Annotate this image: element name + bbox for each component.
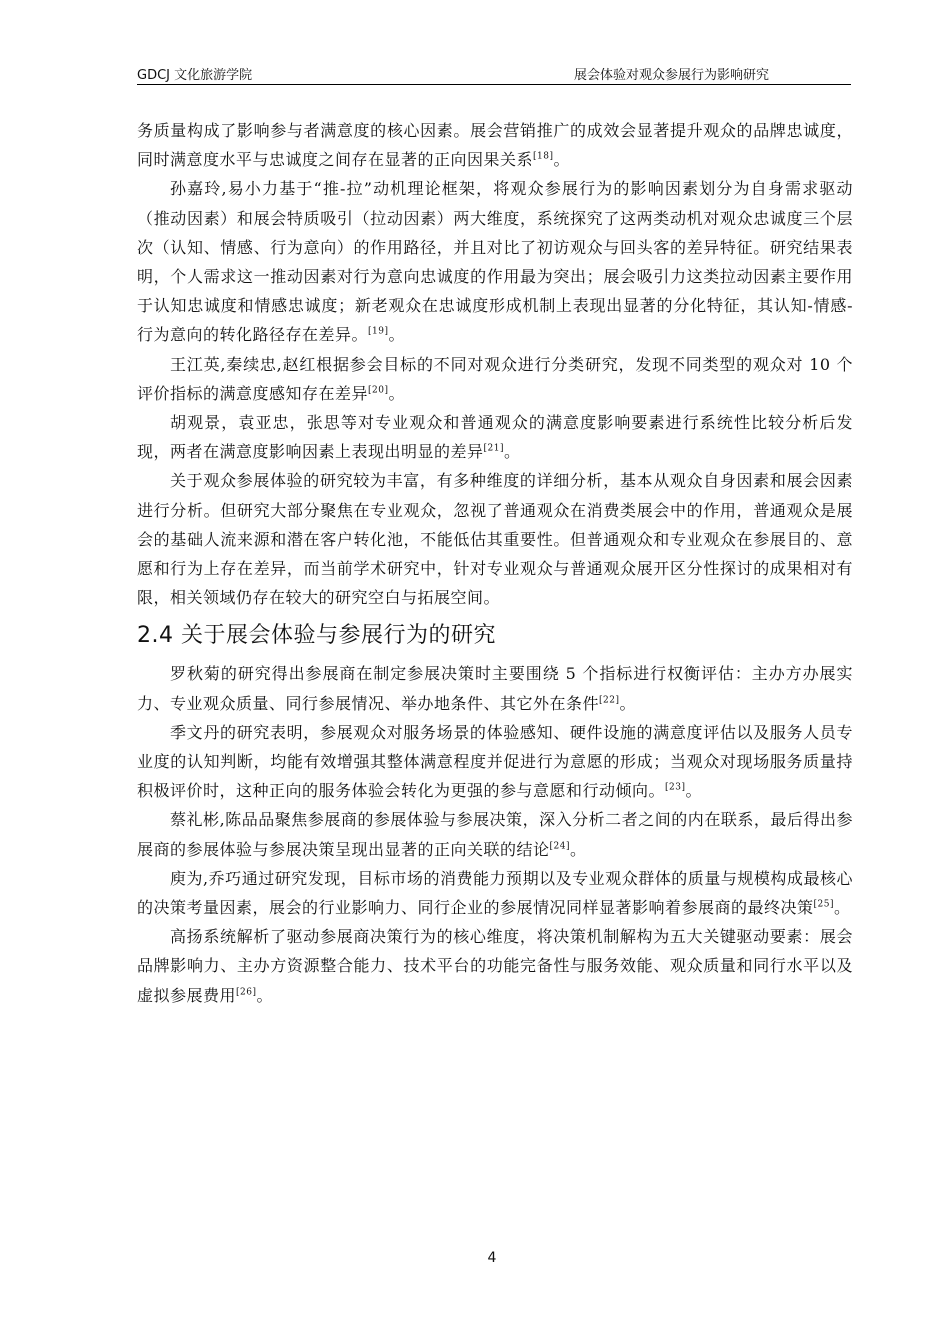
paragraph: [137, 116, 853, 174]
citation: [19]: [368, 327, 389, 338]
paragraph: [137, 408, 853, 466]
paragraph-text: 王江英,秦续忠,赵红根据参会目标的不同对观众进行分类研究，发现不同类型的观众对 10 个评价指标的满意度感知存在差异: [137, 354, 853, 403]
paragraph-text: 庾为,乔巧通过研究发现，目标市场的消费能力预期以及专业观众群体的质量与规模构成最核心的决策考量因素，展会的行业影响力、同行企业的参展情况同样显著影响着参展商的最终决策: [137, 868, 853, 918]
paragraph: [137, 922, 853, 1010]
header-right-title: 展会体验对观众参展行为影响研究: [574, 68, 770, 83]
paragraph: [137, 659, 853, 717]
paragraph: [137, 466, 853, 612]
citation: [21]: [483, 443, 504, 454]
paragraph-text: 罗秋菊的研究得出参展商在制定参展决策时主要围绕 5 个指标进行权衡评估：主办方办展实力、专业观众质量、同行参展情况、举办地条件、其它外在条件: [137, 664, 853, 713]
paragraph-tail: 。: [834, 898, 851, 918]
citation: [24]: [549, 841, 570, 852]
citation: [20]: [368, 385, 389, 396]
paragraph-tail: 。: [388, 383, 406, 403]
section-heading: 2.4 关于展会体验与参展行为的研究: [137, 623, 496, 649]
paragraph-text: 高扬系统解析了驱动参展商决策行为的核心维度，将决策机制解构为五大关键驱动要素：展会品牌影响力、主办方资源整合能力、技术平台的功能完备性与服务效能、观众质量和同行水平以及虚拟参展费用: [137, 927, 853, 1005]
header-left-title: GDCJ 文化旅游学院: [137, 68, 253, 83]
paragraph-text: 务质量构成了影响参与者满意度的核心因素。展会营销推广的成效会显著提升观众的品牌忠诚度，同时满意度水平与忠诚度之间存在显著的正向因果关系: [137, 121, 853, 170]
paragraph-text: 关于观众参展体验的研究较为丰富，有多种维度的详细分析，基本从观众自身因素和展会因素进行分析。但研究大部分聚焦在专业观众，忽视了普通观众在消费类展会中的作用，普通观众是展会的基础人流来源和潜在客户转化池，不能低估其重要性。但普通观众和专业观众在参展目的、意愿和行为上存在差异，而当前学术研究中，针对专业观众与普通观众展开区分性探讨的成果相对有限，相关领域仍存在较大的研究空白与拓展空间。: [137, 471, 853, 608]
paragraph: [137, 805, 853, 863]
body-text: [137, 116, 853, 1010]
paragraph-tail: 。: [619, 693, 637, 713]
citation: [18]: [533, 151, 554, 162]
paragraph: [137, 350, 853, 408]
paragraph-tail: 。: [504, 442, 521, 462]
citation: [26]: [236, 987, 257, 998]
paragraph-tail: 。: [685, 781, 703, 801]
paragraph-tail: 。: [570, 839, 587, 859]
paragraph-text: 蔡礼彬,陈品品聚焦参展商的参展体验与参展决策，深入分析二者之间的内在联系，最后得出参展商的参展体验与参展决策呈现出显著的正向关联的结论: [137, 810, 853, 859]
citation: [23]: [665, 782, 686, 793]
paragraph: [137, 174, 853, 349]
paragraph-text: 季文丹的研究表明，参展观众对服务场景的体验感知、硬件设施的满意度评估以及服务人员专业度的认知判断，均能有效增强其整体满意程度并促进行为意愿的形成；当观众对现场服务质量持积极评价时，这种正向的服务体验会转化为更强的参与意愿和行动倾向。: [137, 722, 853, 801]
header-rule: [137, 84, 851, 85]
page-number: 4: [487, 1250, 497, 1266]
paragraph-tail: 。: [256, 985, 274, 1005]
paragraph: [137, 718, 853, 806]
paragraph-tail: 。: [553, 150, 571, 170]
paragraph-text: 孙嘉玲,易小力基于“推-拉”动机理论框架，将观众参展行为的影响因素划分为自身需求驱动（推动因素）和展会特质吸引（拉动因素）两大维度，系统探究了这两类动机对观众忠诚度三个层次（认知、情感、行为意向）的作用路径，并且对比了初访观众与回头客的差异特征。研究结果表明，个人需求这一推动因素对行为意向忠诚度的作用最为突出；展会吸引力这类拉动因素主要作用于认知忠诚度和情感忠诚度；新老观众在忠诚度形成机制上表现出显著的分化特征，其认知-情感-行为意向的转化路径存在差异。: [137, 179, 853, 345]
paragraph-text: 胡观景，袁亚忠，张思等对专业观众和普通观众的满意度影响要素进行系统性比较分析后发现，两者在满意度影响因素上表现出明显的差异: [137, 413, 853, 462]
citation: [25]: [813, 899, 834, 910]
paragraph-tail: 。: [388, 325, 406, 345]
paragraph: [137, 864, 853, 922]
citation: [22]: [599, 695, 620, 706]
